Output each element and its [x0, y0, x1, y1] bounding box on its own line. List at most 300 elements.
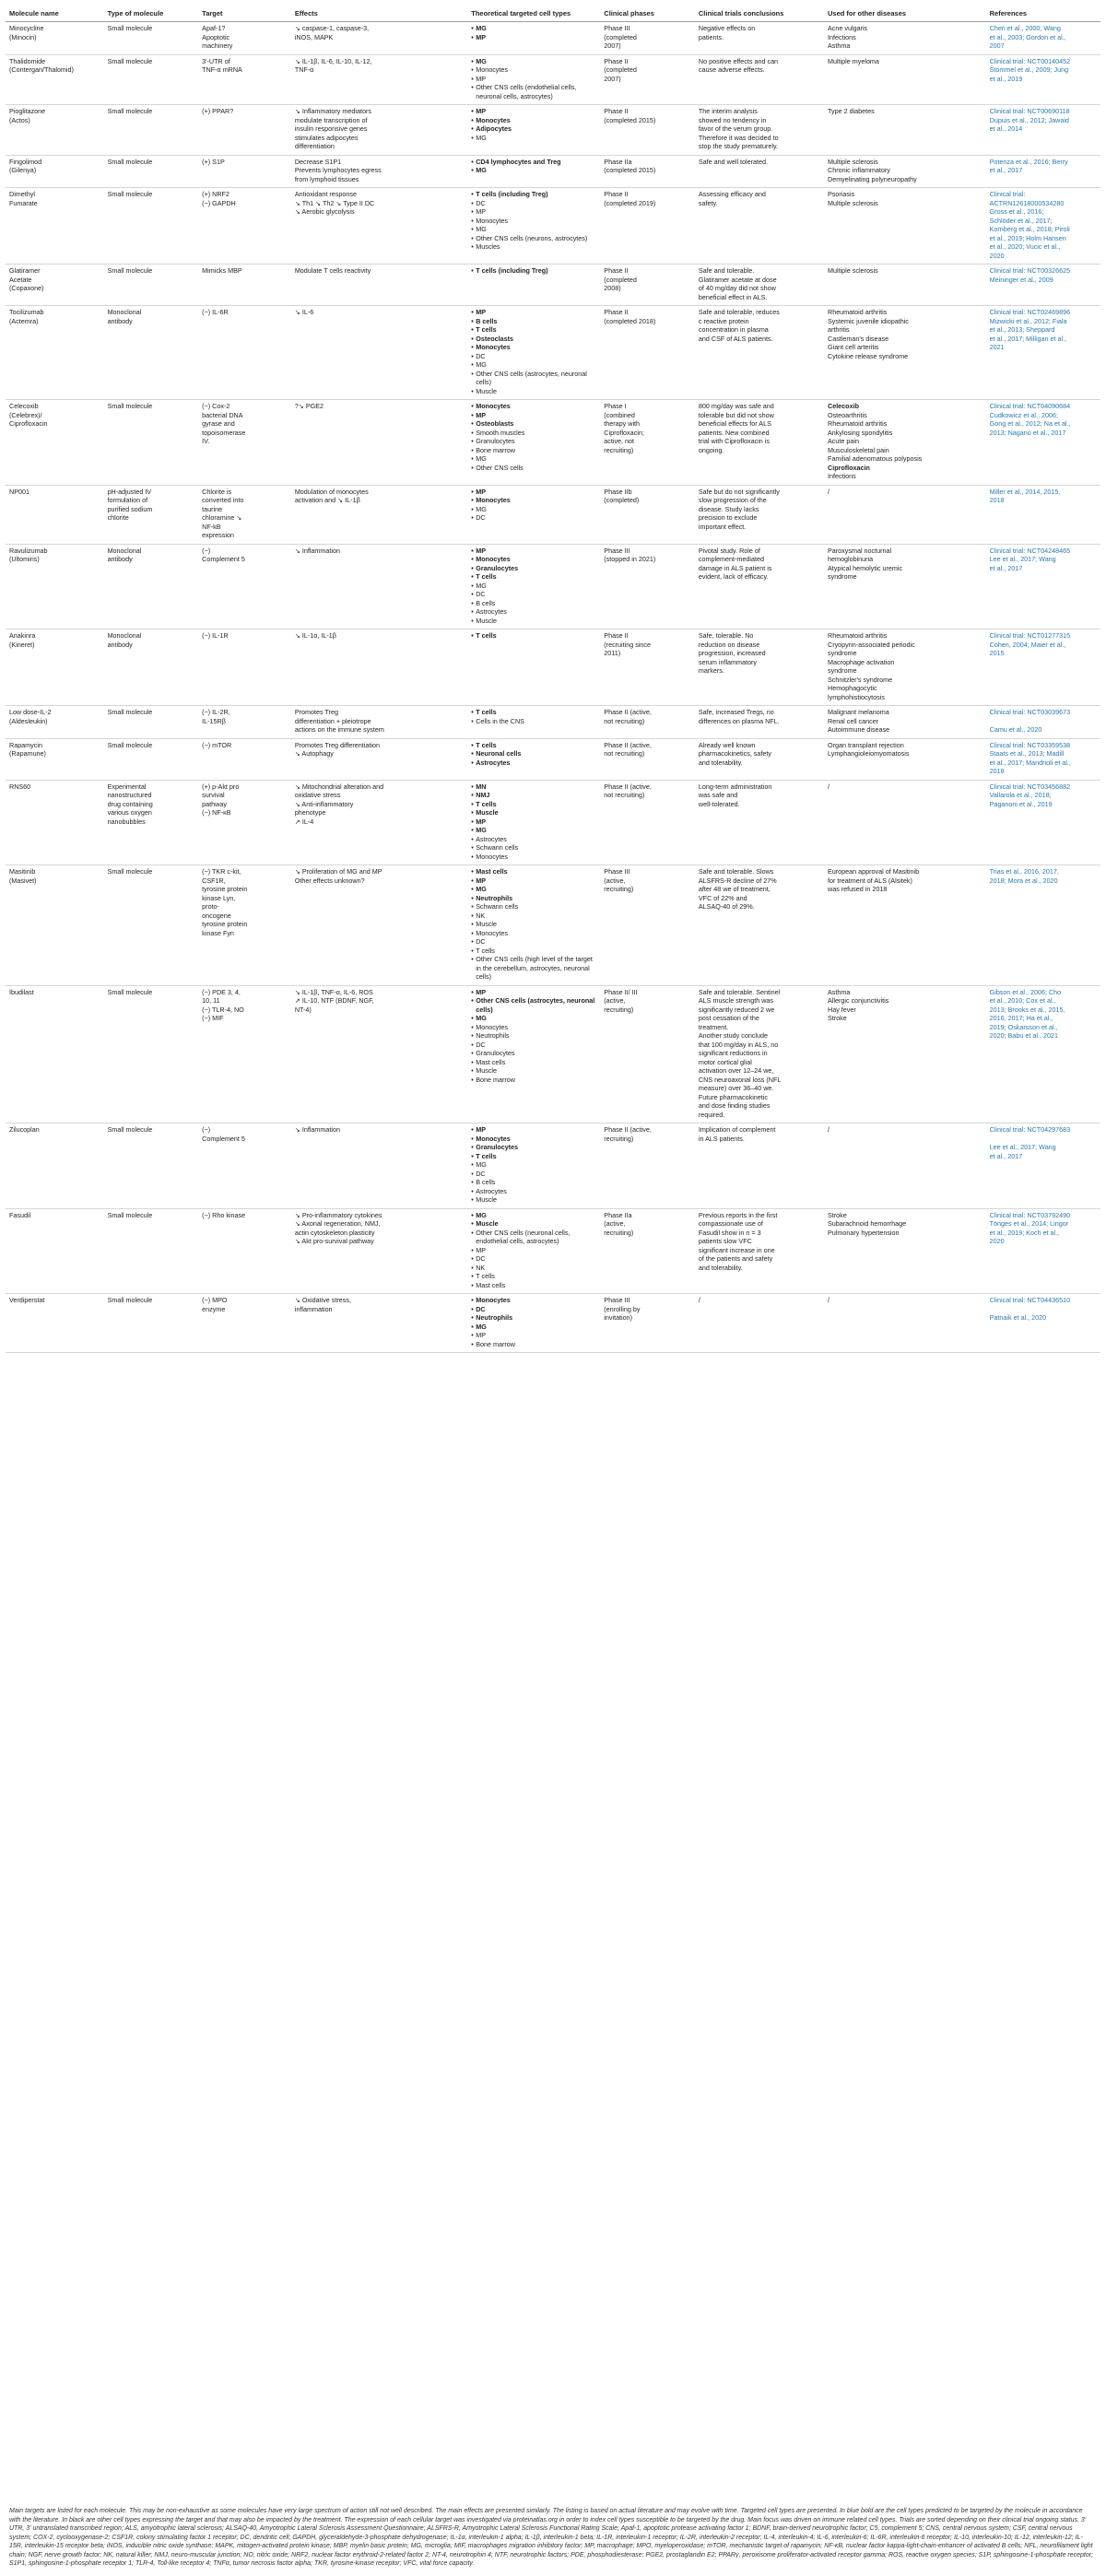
molecule-name-cell — [6, 1208, 104, 1294]
reference-link[interactable]: Schlöder et al., 2017; — [989, 216, 1053, 225]
reference-link[interactable]: Gross et al., 2016; — [989, 207, 1044, 217]
clinical-phase-cell — [600, 1123, 695, 1209]
cell-text: Masitinib — [9, 867, 36, 876]
cell-text: safety. — [698, 198, 718, 207]
reference-link[interactable]: et al., 2019 — [989, 74, 1023, 83]
cell-text: Tocilizumab — [9, 308, 44, 317]
cell-text: IV. — [202, 437, 210, 446]
cell-text: NF-kB — [202, 522, 221, 531]
cell-text: 2008) — [604, 284, 621, 293]
conclusion-cell — [695, 54, 824, 105]
cell-text: Small molecule — [107, 867, 153, 876]
cell-text: (completed 2015) — [604, 166, 656, 175]
cell-text: actions on the immune system — [294, 725, 384, 735]
reference-link[interactable]: et al., 2014 — [989, 124, 1023, 134]
cell-type-item: • Schwann cells — [471, 843, 596, 853]
cell-text: Giant cell arteritis — [828, 343, 879, 352]
cell-type-list — [471, 782, 596, 862]
cell-text: tolerable but did not show — [698, 410, 774, 419]
molecule-type-cell — [104, 780, 199, 865]
cell-types-cell — [467, 629, 600, 706]
references-cell — [986, 400, 1100, 486]
reference-link[interactable]: Clinical trial: NCT03359538 — [989, 740, 1071, 749]
reference-link[interactable]: Clinical trial: NCT04248465 — [989, 546, 1071, 555]
cell-text: chloramine ↘ — [202, 513, 242, 523]
cell-text: Monoclonal — [107, 631, 142, 641]
cell-type-item: • T cells (including Treg) — [471, 190, 596, 199]
reference-link[interactable]: Cudkowicz et al., 2006; — [989, 410, 1058, 419]
reference-link[interactable] — [990, 1135, 1097, 1144]
other-diseases-cell — [824, 265, 986, 306]
cell-text: (−) TKR c-kit, — [202, 867, 241, 876]
reference-link[interactable]: Clinical trial: NCT04297683 — [989, 1125, 1071, 1135]
cell-type-list — [471, 1125, 596, 1205]
cell-type-list — [471, 190, 596, 252]
cell-text: Prevents lymphocytes egress — [294, 166, 382, 175]
references-cell — [986, 155, 1100, 188]
target-cell — [198, 1294, 291, 1353]
reference-link[interactable]: Miller et al., 2014, 2015, — [989, 487, 1061, 496]
cell-text: ↘ IL-1α, IL-1β — [294, 631, 336, 641]
cell-text: evident, lack of efficacy. — [698, 572, 769, 582]
conclusion-cell — [695, 865, 824, 986]
cell-text: Stroke — [828, 1014, 847, 1023]
header-clinical-phases: Clinical phases — [600, 4, 695, 22]
cell-text: (−) IL-2R, — [202, 708, 230, 717]
reference-link[interactable]: Clinical trial: NCT01277315 — [989, 631, 1071, 641]
reference-link[interactable]: Tönges et al., 2014; Lingor — [989, 1219, 1069, 1229]
molecule-name-cell — [6, 306, 104, 400]
table-row — [6, 865, 1100, 986]
cell-text: Verdiperstat — [9, 1296, 45, 1305]
other-diseases-cell — [824, 706, 986, 739]
reference-link[interactable]: Stommel et al., 2009; Jung — [989, 65, 1069, 75]
cell-text: Atypical hemolytic uremic — [828, 563, 903, 572]
reference-link[interactable]: Clinical trial: NCT00690118 — [989, 107, 1070, 116]
cell-text: chlorite — [107, 513, 129, 523]
cell-text: disease. Study lacks — [698, 504, 759, 513]
cell-text: stimulates adipocytes — [294, 133, 359, 142]
cell-text: enzyme — [202, 1304, 226, 1313]
cell-type-list — [471, 867, 596, 982]
cell-text: (Ultomiris) — [9, 555, 40, 564]
cell-type-item: • Bone marrow — [471, 1076, 596, 1085]
cell-type-item: • T cells — [471, 572, 596, 582]
cell-text: Small molecule — [107, 56, 153, 65]
cell-text: Phase II — [604, 266, 629, 276]
cell-text: Ravulizumab — [9, 546, 48, 555]
cell-type-list — [471, 158, 596, 175]
reference-link[interactable]: Dupuis et al., 2012; Jawaid — [989, 115, 1069, 124]
reference-link[interactable]: Gibson et al., 2006; Cho — [989, 987, 1062, 996]
cell-text: Phase IIa — [604, 1210, 632, 1219]
reference-link[interactable]: Potenza et al., 2016; Berry — [989, 157, 1068, 166]
reference-link[interactable]: 2019; Oskarsson et al., — [989, 1022, 1058, 1031]
cell-text: Fumarate — [9, 198, 38, 207]
reference-link[interactable]: Camu et al., 2020 — [989, 725, 1042, 735]
cell-type-item: • DC — [471, 1170, 596, 1179]
cell-text: (completed) — [604, 496, 640, 505]
cell-type-item: • MG — [471, 454, 596, 464]
conclusion-cell — [695, 188, 824, 265]
cell-text: pharmacokinetics, safety — [698, 749, 771, 759]
reference-link[interactable]: et al., 2017 — [989, 563, 1023, 572]
molecule-type-cell — [104, 706, 199, 739]
cell-text: kinase Lyn, — [202, 893, 236, 902]
cell-text: Ciprofloxacin — [828, 463, 870, 472]
cell-type-item: • Monocytes — [471, 1296, 596, 1305]
cell-text: activation over 12–24 we, — [698, 1066, 774, 1076]
cell-text: Cytokine release syndrome — [828, 351, 909, 360]
reference-link[interactable]: Meininger et al., 2009 — [989, 275, 1053, 284]
references-cell — [986, 985, 1100, 1123]
cell-type-list — [471, 1211, 596, 1290]
cell-text: Small molecule — [107, 1125, 153, 1135]
cell-text: and tolerability. — [698, 758, 743, 767]
reference-link[interactable]: 2018 — [989, 767, 1005, 776]
reference-link[interactable]: Trias et al., 2016, 2017, — [989, 867, 1059, 876]
cell-text: machinery — [202, 41, 233, 51]
cell-text: Ciprofloxacin — [9, 419, 48, 429]
cell-type-list — [471, 1296, 596, 1348]
conclusion-cell — [695, 306, 824, 400]
cell-text: Celecoxib — [9, 402, 39, 411]
reference-link[interactable]: 2018 — [989, 496, 1005, 505]
cell-type-item: • T cells — [471, 800, 596, 809]
reference-link[interactable]: Paganoni et al., 2019 — [989, 799, 1053, 808]
reference-link[interactable]: 2007 — [989, 41, 1005, 51]
cell-text: Rheumatoid arthritis — [828, 631, 888, 641]
reference-link[interactable]: 2013; Brooks et al., 2015, — [989, 1005, 1065, 1014]
cell-text: ↘ Anti-inflammatory — [294, 799, 354, 808]
cell-text: ALSFRS-R decline of 27% — [698, 876, 777, 885]
cell-type-item: • T cells — [471, 708, 596, 717]
molecule-name-cell — [6, 400, 104, 486]
cell-text: Pioglitazone — [9, 107, 46, 116]
molecule-name-cell — [6, 706, 104, 739]
cell-text: antibody — [107, 640, 133, 649]
cell-text: Phase III — [604, 1296, 630, 1305]
cell-type-item: • Mast cells — [471, 1058, 596, 1067]
cell-text: Small molecule — [107, 987, 153, 996]
cell-type-item: • MG — [471, 225, 596, 234]
cell-type-item: • T cells — [471, 1272, 596, 1281]
table-row — [6, 306, 1100, 400]
cell-text: ↗ IL-4 — [294, 817, 314, 826]
molecule-type-cell — [104, 544, 199, 629]
cell-text: Infections — [828, 32, 856, 41]
molecule-type-cell — [104, 400, 199, 486]
cell-text: Castleman's disease — [828, 334, 889, 343]
cell-text: measure) over 36–40 we. — [698, 1084, 774, 1093]
cell-text: antibody — [107, 316, 133, 325]
cell-text: Other effects unknown? — [294, 876, 365, 885]
cell-text: Phase II — [604, 107, 629, 116]
header-other-diseases: Used for other diseases — [824, 4, 986, 22]
cell-type-item: • MG — [471, 1211, 596, 1220]
header-cell-types: Theoretical targeted cell types — [467, 4, 600, 22]
reference-link[interactable]: Lee et al., 2017; Wang — [989, 1143, 1056, 1152]
table-row — [6, 400, 1100, 486]
conclusion-cell — [695, 105, 824, 156]
effects-cell — [291, 1294, 467, 1353]
effects-cell — [291, 780, 467, 865]
target-cell — [198, 22, 291, 55]
table-row — [6, 22, 1100, 55]
reference-link[interactable]: Lee et al., 2017; Wang — [989, 555, 1056, 564]
reference-link[interactable]: Clinical trial: NCT04436510 — [989, 1296, 1071, 1305]
other-diseases-cell — [824, 306, 986, 400]
cell-text: topoisomerase — [202, 428, 246, 437]
cell-type-item: • Other CNS cells — [471, 464, 596, 473]
cell-text: NP001 — [9, 487, 29, 496]
cell-text: oxidative stress — [294, 791, 341, 800]
cell-text: (+) NRF2 — [202, 190, 229, 199]
cell-text: differentiation + pleiotrope — [294, 716, 371, 725]
cell-text: / — [698, 1296, 700, 1305]
reference-link[interactable]: Clinical trial: — [989, 190, 1026, 199]
cell-text: Subarachnoid hemorrhage — [828, 1219, 907, 1229]
cell-text: Phase II (active, — [604, 708, 652, 717]
cell-text: Already well known — [698, 740, 756, 749]
cell-text: 2011) — [604, 649, 621, 658]
cell-types-cell — [467, 22, 600, 55]
cell-text: Stroke — [828, 1210, 847, 1219]
cell-text: VFC of 22% and — [698, 893, 747, 902]
cell-text: CNS neuroaxonal loss (NFL — [698, 1075, 782, 1084]
cell-type-item: • MN — [471, 782, 596, 792]
cell-text: c reactive protein — [698, 316, 749, 325]
cell-type-item: • MG — [471, 24, 596, 33]
effects-cell — [291, 706, 467, 739]
cell-types-cell — [467, 1123, 600, 1209]
reference-link[interactable]: ACTRN12618000534280 — [989, 198, 1065, 207]
table-row — [6, 188, 1100, 265]
molecule-type-cell — [104, 985, 199, 1123]
reference-link[interactable]: et al., 2017 — [989, 166, 1023, 175]
reference-link[interactable]: Staats et al., 2013; Madill — [989, 749, 1065, 759]
reference-link[interactable]: Chen et al., 2000; Wang — [989, 24, 1061, 33]
cell-text: ongoing. — [698, 445, 724, 454]
cell-text: ↘ Th1 ↘ Th2 ↘ Type II DC — [294, 198, 375, 207]
cell-text: ↘ Inflammation — [294, 1125, 340, 1135]
cell-type-item: • MP — [471, 1125, 596, 1135]
cell-text: Phase II (active, — [604, 1125, 652, 1135]
references-cell — [986, 265, 1100, 306]
conclusion-cell — [695, 738, 824, 780]
cell-type-item: • Schwann cells — [471, 902, 596, 912]
reference-link[interactable]: 2015 — [989, 649, 1005, 658]
cell-text: phenotype — [294, 808, 326, 817]
effects-cell — [291, 54, 467, 105]
reference-link[interactable]: 2020 — [989, 1237, 1005, 1246]
reference-link[interactable]: et al., 2017; Mandrioli et al., — [989, 758, 1071, 767]
conclusion-cell — [695, 400, 824, 486]
reference-link[interactable]: et al., 2017; Milligan et al., — [989, 334, 1067, 343]
cell-text: purified sodium — [107, 504, 153, 513]
cell-types-cell — [467, 865, 600, 986]
target-cell — [198, 188, 291, 265]
cell-type-list — [471, 107, 596, 142]
cell-text: insulin responsive genes — [294, 124, 368, 134]
table-row — [6, 1208, 1100, 1294]
cell-text: ↘ IL-1β, TNF-α, IL-6, ROS — [294, 987, 373, 996]
molecule-name-cell — [6, 155, 104, 188]
cell-type-item: • Mast cells — [471, 1281, 596, 1290]
cell-text: Celecoxib — [828, 402, 859, 411]
clinical-phase-cell — [600, 265, 695, 306]
cell-types-cell — [467, 265, 600, 306]
cell-type-item: • MG — [471, 505, 596, 514]
clinical-phase-cell — [600, 188, 695, 265]
clinical-phase-cell — [600, 985, 695, 1123]
cell-type-item: • Neuronal cells — [471, 749, 596, 759]
reference-link[interactable]: et al., 2013; Sheppard — [989, 325, 1055, 335]
effects-cell — [291, 738, 467, 780]
reference-link[interactable]: 2020 — [989, 251, 1005, 260]
table-footnote: Main targets are listed for each molecule. This may be non-exhaustive as some molecules have very large spectrum of action still not well described. The main effects are presented similarly. The listing is based on actual literature and may evolve with time. Targeted cell types are presented. In blue bold are the cell types predicted to be targeted by the molecule in accordance with the literature. In black are other cell types expressing the target and that may also be impacted by the treatment. The expression of each cellular target was investigated via proteinatlas.org in order to index cell types susceptible to be targeted by the drug. Main focus was driven on immune related cell types. Trials are sorted depending on their clinical trial ongoing status. 3' UTR, 3' untranslated transcribed region; ALS, amyotrophic lateral sclerosis; ALSAQ-40, Amyotrophic Lateral Sclerosis Assessment Questionnaire; ALSFRS-R, Amyotrophic Lateral Sclerosis Functional Rating Scale; Apaf-1, apoptotic protease activating factor 1; BDNF, brain-derived neurotrophic factor; C5, complement 5; CNS, central nervous system; CSF, central nervous system; COX-2, cyclooxygenase-2; CSF1R, colony stimulating factor 1 receptor; DC, dendritic cell; GAPDH, glyceraldehyde-3-phosphate dehydrogenase; IL-1α, interleukin-1 alpha; IL-1β, interleukin-1 beta; IL-1R, interleukin-1 receptor; IL-2R, interleukin-2 receptor; IL-4, interleukin-4; IL-6, interleukin-6; IL-6R, interleukin-6 receptor; IL-10, interleukin-10; IL-12, interleukin-12; IL-15R, interleukin-15 receptor beta; iNOS, inducible nitric oxide synthase; MAPK, mitogen-activated protein kinase; MBP, myelin basic protein; MG, microglia; MIF, macrophages migration inhibitory factor; MP, macrophage; MPO, myeloperoxidase; mTOR, mechanistic target of rapamycin; NF-κB, nuclear factor kappa-light-chain-enhancer of activated B cells; NFL, neurofilament light chain; NGF, nerve growth factor; NK, natural killer; NMJ, neuro-muscular junction; NO, nitric oxide; NRF2, nuclear factor erythroid-2-related factor 2; NT-4, neurotrophin 4; NTF, neurotrophic factors; PDE, phosphodiesterase; PGE2, prostaglandin E2; PPARγ, peroxisome proliferator-activated receptor gamma; ROS, reactive oxygen species; S1P, sphingosine-1-phosphate receptor; S1P1, sphingosine-1-phosphate receptor 1; TLR-4, Toll-like receptor 4; TNFα, tumor necrosis factor alpha; TKR, tyrosine-kinase receptor; VFC, vital force capacity. — [9, 2508, 1094, 2568]
cell-text: that 100 mg/day in ALS, no — [698, 1040, 779, 1049]
cell-type-item: • Other CNS cells (endothelial cells, neuronal cells, astrocytes) — [471, 83, 596, 100]
cell-text: ↘ Autophagy — [294, 749, 334, 759]
cell-text: not recruiting) — [604, 749, 645, 759]
other-diseases-cell — [824, 54, 986, 105]
reference-link[interactable]: et al., 2020; Vucic et al., — [989, 242, 1061, 252]
reference-link[interactable]: Clinical trial: NCT04090684 — [989, 402, 1071, 411]
cell-text: European approval of Masitinib — [828, 867, 920, 876]
reference-link[interactable]: Clinical trial: NCT00326625 — [989, 266, 1071, 276]
cell-type-item: • Monocytes — [471, 343, 596, 352]
reference-link[interactable]: Kornberg et al., 2018; Piroli — [989, 225, 1070, 234]
cell-text: Safe but do not significantly — [698, 487, 780, 496]
molecule-name-cell — [6, 738, 104, 780]
reference-link[interactable]: Clinical trial: NCT03792490 — [989, 1210, 1071, 1219]
cell-text: (Kineret) — [9, 640, 35, 649]
other-diseases-cell — [824, 485, 986, 544]
cell-type-item: • Osteoclasts — [471, 335, 596, 344]
cell-text: (−) GAPDH — [202, 198, 236, 207]
cell-type-item: • T cells — [471, 1152, 596, 1161]
reference-link[interactable]: et al., 2019; Koch et al., — [989, 1228, 1060, 1237]
reference-link[interactable]: 2018; Mora et al., 2020 — [989, 876, 1058, 885]
cell-text: Apoptotic — [202, 32, 230, 41]
cell-text: Zilucoplan — [9, 1125, 40, 1135]
cell-text: RNS60 — [9, 782, 31, 791]
reference-link[interactable]: 2021 — [989, 343, 1005, 352]
cell-text: Safe and tolerable. — [698, 266, 755, 276]
cell-text: Phase I — [604, 402, 627, 411]
cell-text: ↗ IL-10, NTF (BDNF, NGF, — [294, 996, 374, 1006]
cell-text: (+) PPAR? — [202, 107, 234, 116]
cell-text: syndrome — [828, 649, 857, 658]
table-header-row — [6, 4, 1100, 22]
cell-type-list — [471, 24, 596, 41]
cell-type-item: • Monocytes — [471, 1135, 596, 1144]
reference-link[interactable]: Patnaik et al., 2020 — [989, 1313, 1047, 1323]
reference-link[interactable]: et al., 2017 — [989, 1151, 1023, 1160]
conclusion-cell — [695, 1208, 824, 1294]
reference-link[interactable]: et al., 2010; Cox et al., — [989, 996, 1056, 1006]
target-cell — [198, 485, 291, 544]
cell-text: (Masivet) — [9, 876, 37, 885]
cell-text: well-tolerated. — [698, 799, 740, 808]
cell-text: ↘ Inflammation — [294, 546, 340, 555]
cell-text: syndrome — [828, 666, 857, 676]
cell-text: Asthma — [828, 41, 851, 51]
cell-text: / — [828, 487, 830, 496]
reference-link[interactable] — [990, 717, 1097, 726]
molecule-type-cell — [104, 265, 199, 306]
reference-link[interactable]: Clinical trial: NCT03456882 — [989, 782, 1071, 791]
cell-text: Fingolimod — [9, 157, 42, 166]
reference-link[interactable]: 2016, 2017; Ha et al., — [989, 1014, 1053, 1023]
cell-text: ↘ Akt pro-survival pathway — [294, 1237, 374, 1246]
cell-text: (Actemra) — [9, 316, 39, 325]
cell-text: therapy with — [604, 419, 641, 429]
cell-text: Small molecule — [107, 157, 153, 166]
cell-text: Therefore it was decided to — [698, 133, 779, 142]
cell-text: antibody — [107, 555, 133, 564]
cell-text: Type 2 diabetes — [828, 107, 875, 116]
cell-type-list — [471, 708, 596, 725]
reference-link[interactable]: Cohen, 2004; Maier et al., — [989, 640, 1066, 649]
cell-text: gyrase and — [202, 419, 235, 429]
cell-type-item: • DC — [471, 937, 596, 947]
cell-text: (−) Cox-2 — [202, 402, 230, 411]
cell-text: and dose finding studies — [698, 1101, 771, 1111]
cell-text: Safe and tolerable. Slows — [698, 867, 774, 876]
cell-types-cell — [467, 54, 600, 105]
reference-link[interactable]: et al., 2019; Holm Hansen — [989, 233, 1066, 242]
reference-link[interactable]: 2020; Babu et al., 2021 — [989, 1031, 1058, 1041]
effects-cell — [291, 985, 467, 1123]
reference-link[interactable]: Vallarola et al., 2018; — [989, 791, 1052, 800]
cell-text: (−) mTOR — [202, 740, 232, 749]
cell-type-item: • Monocytes — [471, 217, 596, 226]
reference-link[interactable] — [990, 1305, 1097, 1314]
cell-text: No positive effects and can — [698, 56, 779, 65]
reference-link[interactable]: Clinical trial: NCT00140452 — [989, 56, 1071, 65]
effects-cell — [291, 105, 467, 156]
table-row — [6, 105, 1100, 156]
reference-link[interactable]: Clinical trial: NCT03039673 — [989, 708, 1071, 717]
cell-type-item: • Neutrophils — [471, 1313, 596, 1323]
target-cell — [198, 400, 291, 486]
reference-link[interactable]: Clinical trial: NCT02469896 — [989, 308, 1071, 317]
cell-text: Malignant melanoma — [828, 708, 889, 717]
reference-link[interactable]: 2013; Nagano et al., 2017 — [989, 428, 1066, 437]
table-row — [6, 485, 1100, 544]
reference-link[interactable]: Gong et al., 2012; Na et al., — [989, 419, 1071, 429]
cell-text: Schnitzler's syndrome — [828, 675, 893, 684]
cell-type-item: • CD4 lymphocytes and Treg — [471, 158, 596, 167]
cell-type-list — [471, 308, 596, 395]
cell-text: Multiple sclerosis — [828, 266, 878, 276]
reference-link[interactable]: et al., 2003; Gordon et al., — [989, 32, 1066, 41]
effects-cell — [291, 1208, 467, 1294]
reference-link[interactable]: Mizwicki et al., 2012; Fiala — [989, 316, 1067, 325]
cell-text: and CSF of ALS patients. — [698, 334, 773, 343]
cell-text: significant reductions in — [698, 1049, 768, 1058]
cell-type-item: • MG — [471, 166, 596, 175]
cell-types-cell — [467, 155, 600, 188]
cell-text: significant increase in one — [698, 1245, 775, 1254]
other-diseases-cell — [824, 780, 986, 865]
cell-type-item: • Other CNS cells (astrocytes, neuronal cells) — [471, 996, 596, 1014]
cell-text: after 48 we of treatment, — [698, 885, 771, 894]
cell-text: ?↘ PGE2 — [294, 402, 324, 411]
cell-text: concentration in plasma — [698, 325, 769, 335]
